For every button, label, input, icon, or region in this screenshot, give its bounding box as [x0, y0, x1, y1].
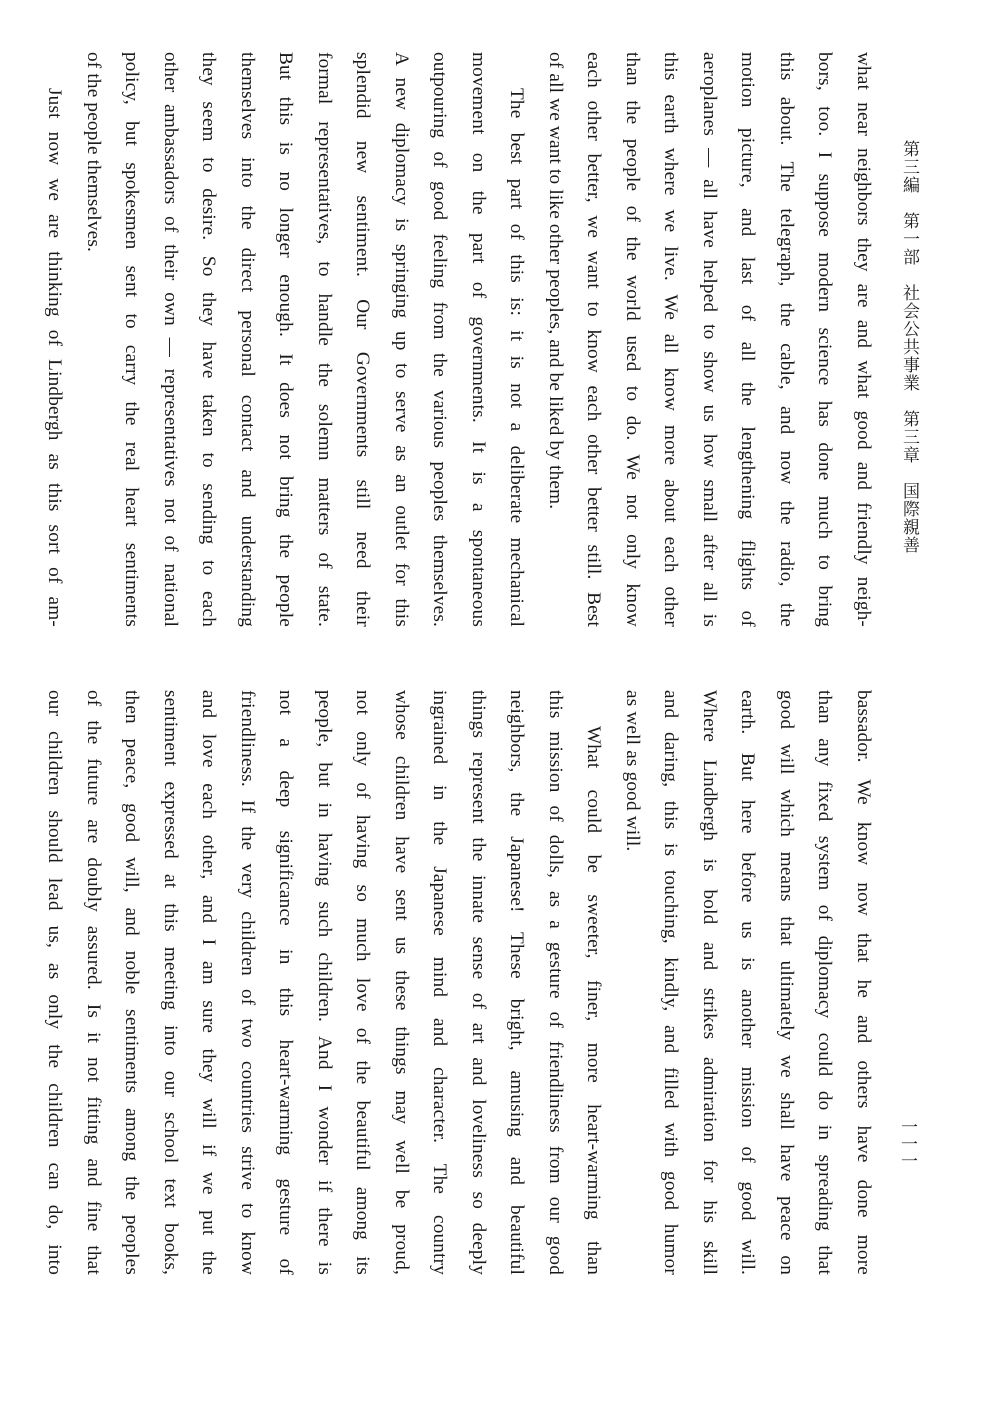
text-line: outpouring of good feeling from the various peoples themselves. [429, 52, 451, 627]
lower-text-block [35, 690, 882, 1275]
text-line: things represent the innate sense of art and loveliness so deeply [468, 690, 489, 1275]
text-line: not only of having so much love of the beautiful among its [352, 690, 374, 1275]
running-head: 第三編 第一部 社会公共事業 第三章 国際親善 [899, 140, 919, 554]
text-line: Where Lindbergh is bold and strikes admiration for his skill [699, 690, 720, 1275]
text-line: whose children have sent us these things may well be proud, [391, 690, 412, 1275]
text-line: policy, but spokesmen sent to carry the real heart sentiments [121, 52, 143, 627]
text-line: what near neighbors they are and what good and friendly neigh- [853, 52, 874, 627]
text-line: of the future are doubly assured. Is it not fitting and fine that [83, 690, 104, 1275]
upper-text-block [35, 52, 882, 627]
text-line: other ambassadors of their own — representatives not of national [160, 52, 181, 627]
text-line: of all we want to like other peoples, and be liked by them. [545, 52, 566, 510]
text-line: this mission of dolls, as a gesture of friendliness from our good [545, 690, 566, 1275]
text-line: then peace, good will, and noble sentiments among the peoples [121, 690, 143, 1275]
text-line: earth. But here before us is another mission of good will. [737, 690, 759, 1275]
text-line: of the people themselves. [83, 52, 104, 253]
text-line: aeroplanes — all have helped to show us how small after all is [699, 52, 720, 627]
text-line: and daring, this is touching, kindly, and filled with good humor [660, 690, 682, 1275]
text-line: good will which means that ultimately we shall have peace on [776, 690, 797, 1275]
text-line: A new diplomacy is springing up to serve as an outlet for this [391, 52, 412, 627]
text-line: and love each other, and I am sure they will if we put the [198, 690, 220, 1275]
text-line: each other better, we want to know each other better still. Best [583, 52, 605, 627]
text-line: than any fixed system of diplomacy could do in spreading that [814, 690, 836, 1275]
text-line: motion picture, and last of all the lengthening flights of [737, 52, 759, 627]
text-line: not a deep significance in this heart-warming gesture of [275, 690, 297, 1275]
text-line: sentiment expressed at this meeting into our school text books, [160, 690, 181, 1275]
text-line: What could be sweeter, finer, more heart-warming than [583, 726, 605, 1275]
text-line: friendliness. If the very children of two countries strive to know [237, 690, 258, 1275]
text-line: themselves into the direct personal contact and understanding [237, 52, 258, 627]
text-line: as well as good will. [622, 690, 643, 852]
text-line: people, but in having such children. And I wonder if there is [314, 690, 335, 1275]
text-line: movement on the part of governments. It is a spontaneous [468, 52, 489, 627]
text-line: this earth where we live. We all know more about each other [660, 52, 682, 627]
text-line: bors, too. I suppose modern science has done much to bring [814, 52, 836, 627]
text-line: our children should lead us, as only the children can do, into [44, 690, 66, 1275]
text-line: formal representatives, to handle the solemn matters of state. [314, 52, 335, 627]
text-line: ingrained in the Japanese mind and character. The country [429, 690, 451, 1275]
text-line: than the people of the world used to do. We not only know [622, 52, 643, 627]
text-line: splendid new sentiment. Our Governments still need their [352, 52, 374, 627]
text-line: But this is no longer enough. It does not bring the people [275, 52, 297, 627]
text-line: they seem to desire. So they have taken to sending to each [198, 52, 220, 627]
text-line: Just now we are thinking of Lindbergh as this sort of am- [44, 88, 66, 627]
page-number: 一一一 [897, 1118, 917, 1169]
text-line: this about. The telegraph, the cable, and now the radio, the [776, 52, 797, 627]
text-line: bassador. We know now that he and others have done more [853, 690, 874, 1275]
text-line: The best part of this is: it is not a deliberate mechanical [506, 88, 528, 627]
text-line: neighbors, the Japanese! These bright, amusing and beautiful [506, 690, 528, 1275]
